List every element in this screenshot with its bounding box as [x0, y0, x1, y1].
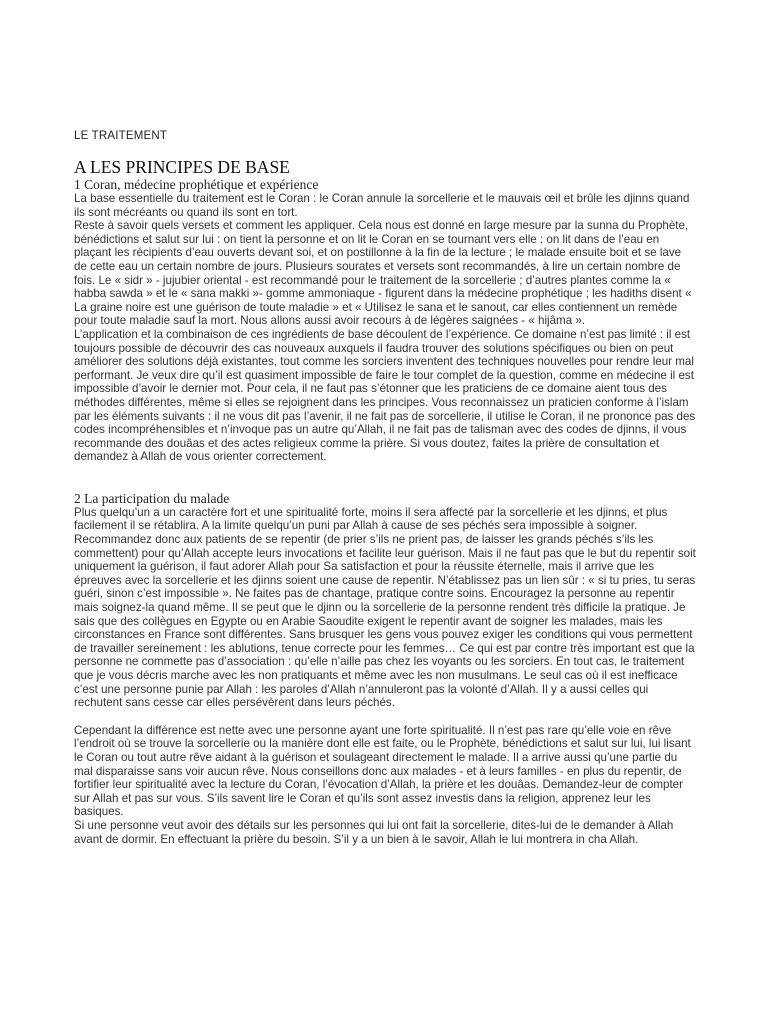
paragraph-1-2: Reste à savoir quels versets et comment les appliquer. Cela nous est donné en large mesure par la sunna du Prophète, bénédictions et salut sur lui : on tient la personne et on lit le Coran en se tournant vers elle : on lit dans de l’eau en plaçant les récipients d’eau ouverts devant soi, et on postillonne à la fin de la lecture ; le malade ensuite boit et se lave de cette eau un certain nombre de jours. Plusieurs sourates et versets sont recommandés, à lire un certain nombre de fois. Le « sidr » - jujubier oriental - est recommandé pour le traitement de la sorcellerie ; d’autres plantes comme la « habba sawda » et le « sana makki »- gomme ammoniaque - figurent dans la médecine prophétique ; les hadiths disent « La graine noire est une guérison de toute maladie » et « Utilisez le sana et le sanout, car elles contiennent un remède pour toute maladie sauf la mort. Nous allons aussi avoir recours à de légères saignées - « hijâma ». [74, 219, 692, 328]
paragraph-2-3: Si une personne veut avoir des détails sur les personnes qui lui ont fait la sorcellerie, dites-lui de le demander à Allah avant de dormir. En effectuant la prière du besoin. S’il y a un bien à le savoir, Allah le lui montrera in cha Allah. [74, 818, 674, 846]
subsection-title-2: 2 La participation du malade [74, 490, 230, 506]
subsection-title-1: 1 Coran, médecine prophétique et expérience [74, 177, 319, 192]
paragraph-1-3: L’application et la combinaison de ces ingrédients de base découlent de l’expérience. Ce domaine n’est pas limité : il est toujours possible de découvrir des cas nouveaux auxquels il faudra trouver des solutions spécifiques ou bien on peut améliorer des solutions déjà existantes, tout comme les sorciers inventent des techniques nouvelles pour rendre leur mal performant. Je veux dire qu’il est quasiment impossible de faire le tour complet de la question, comme en médecine il est impossible d’avoir le dernier mot. Pour cela, il ne faut pas s’étonner que les praticiens de ce domaine aient tous des méthodes différentes, même si elles se rejoignent dans les principes. Vous reconnaissez un praticien conforme à l’islam par les éléments suivants : il ne vous dit pas l’avenir, il ne fait pas de sorcellerie, il utilise le Coran, il ne prononce pas des codes incompréhensibles et n’invoque pas un autre qu’Allah, il ne fait pas de talisman avec des codes de djinns, il vous recommande des douâas et des actes religieux comme la prière. Si vous doutez, faites la prière de consultation et demandez à Allah de vous orienter correctement. [74, 327, 696, 464]
document-page [74, 129, 696, 846]
paragraph-spacer [74, 710, 696, 724]
paragraph-2-1: Plus quelqu’un a un caractère fort et une spiritualité forte, moins il sera affecté par la sorcellerie et les djinns, et plus facilement il se rétablira. A la limite quelqu’un puni par Allah à cause de ses péchés sera impossible à soigner. Recommandez donc aux patients de se repentir (de prier s’ils ne prient pas, de laisser les grands péchés s’ils les commettent) pour qu’Allah accepte leurs invocations et facilite leur guérison. Mais il ne faut pas que le but du repentir soit uniquement la guérison, il faut adorer Allah pour Sa satisfaction et pour la réussite éternelle, mais il arrive que les épreuves avec la sorcellerie et les djinns soient une cause de repentir. N’établissez pas un lien sûr : « si tu pries, tu seras guéri, sinon c’est impossible ». Ne faites pas de chantage, pratique contre soins. Encouragez la personne au repentir mais soignez-la quand même. Il se peut que le djinn ou la sorcellerie de la personne rendent très difficile la pratique. Je sais que des collègues en Egypte ou en Arabie Saoudite exigent le repentir avant de soigner les malades, mais les circonstances en France sont différentes. Sans brusquer les gens vous pouvez exiger les conditions qui vous permettent de travailler sereinement : les ablutions, tenue correcte pour les femmes… Ce qui est par contre très important est que la personne ne commette pas d’association : qu’elle n’aille pas chez les voyants ou les sorciers. En tout cas, le traitement que je vous décris marche avec les non pratiquants et même avec les non musulmans. Le seul cas où il est inefficace c’est une personne punie par Allah : les paroles d’Allah n’annuleront pas la volonté d’Allah. Il y a aussi celles qui rechutent sans cesse car elles persévèrent dans leurs péchés. [74, 505, 696, 710]
section-title: A LES PRINCIPES DE BASE [74, 157, 290, 177]
paragraph-1-1: La base essentielle du traitement est le Coran : le Coran annule la sorcellerie et le mauvais œil et brûle les djinns quand ils sont mécréants ou quand ils sont en tort. [74, 192, 690, 219]
paragraph-2-2: Cependant la différence est nette avec une personne ayant une forte spiritualité. Il n’est pas rare qu’elle voie en rêve l’endroit où se trouve la sorcellerie ou la manière dont elle est faite, ou le Prophète, bénédictions et salut sur lui, lui lisant le Coran ou tout autre rêve aidant à la guérison et soulageant directement le malade. Il a arrive aussi qu’une partie du mal disparaisse sans voir aucun rêve. Nous conseillons donc aux malades - et à leurs familles - en plus du repentir, de fortifier leur spiritualité avec la lecture du Coran, l’évocation d’Allah, la prière et les douâas. Demandez-leur de compter sur Allah et pas sur vous. S’ils savent lire le Coran et qu’ils sont assez investis dans la religion, apprenez leur les basiques. [74, 723, 691, 819]
section-spacer [74, 464, 696, 491]
chapter-kicker: LE TRAITEMENT [74, 130, 168, 142]
